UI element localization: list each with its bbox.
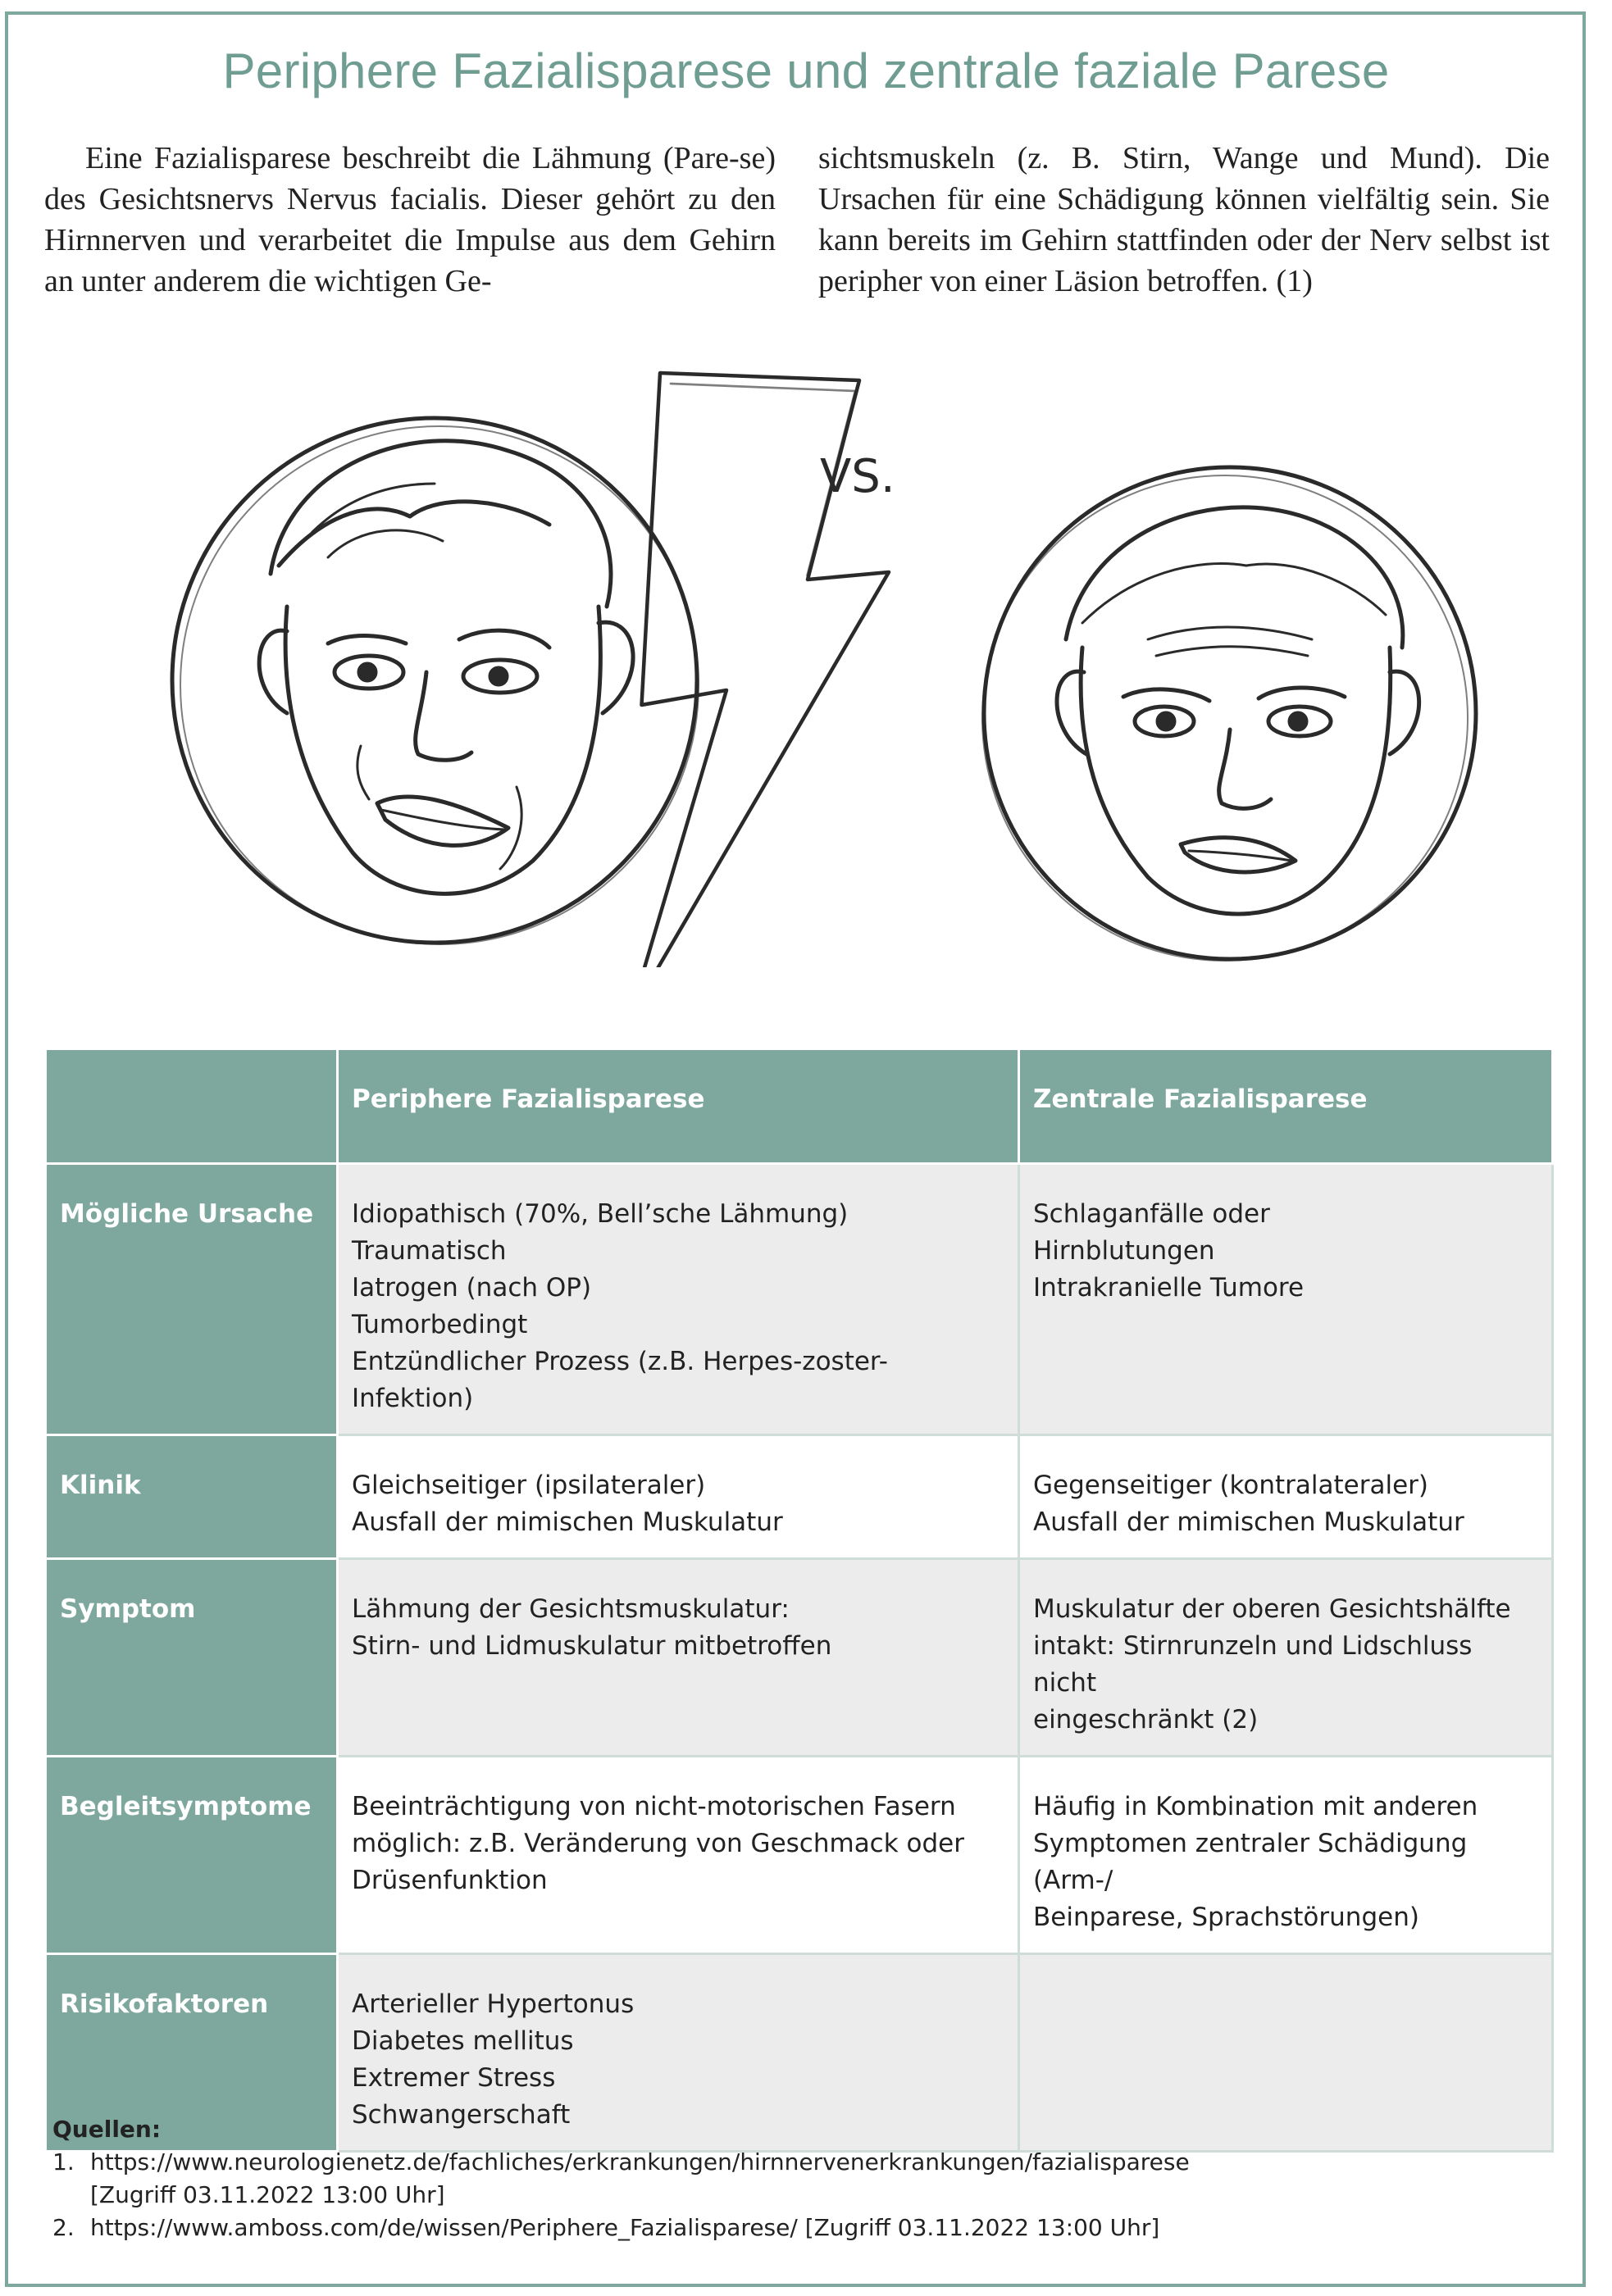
cell-line: Häufig in Kombination mit anderen [1033, 1792, 1478, 1821]
sources-section [52, 2113, 1545, 2244]
cell-central [1019, 1757, 1553, 1954]
cell-line: möglich: z.B. Veränderung von Geschmack oder [352, 1829, 964, 1858]
page-title: Periphere Fazialisparese und zentrale faziale Parese [222, 43, 1390, 98]
cell-line: Arterieller Hypertonus [352, 1989, 635, 2019]
cell-line: Extremer Stress [352, 2063, 556, 2093]
cell-line: Ausfall der mimischen Muskulatur [1033, 1507, 1464, 1537]
header-empty-cell [46, 1049, 338, 1164]
cell-central [1019, 1559, 1553, 1757]
source-item [52, 2146, 1545, 2212]
intro-text-left: Eine Fazialisparese beschreibt die Lähmung (Pare-se) des Gesichtsnervs Nervus facialis. Dieser gehört zu den Hirnnerven und verarbeitet die Impulse aus dem Gehirn an unter anderem die wichtigen Ge- [44, 141, 776, 298]
table-header-row [46, 1049, 1553, 1164]
cell-line: Hirnblutungen [1033, 1236, 1215, 1266]
source-line[interactable]: https://www.neurologienetz.de/fachliches/erkrankungen/hirnnervenerkrankungen/fazialisparese [90, 2148, 1190, 2176]
cell-line: Beeinträchtigung von nicht-motorischen Fasern [352, 1792, 956, 1821]
peripheral-face-drawing [172, 418, 699, 944]
cell-line: Stirn- und Lidmuskulatur mitbetroffen [352, 1631, 832, 1661]
row-label: Mögliche Ursache [46, 1164, 338, 1435]
cell-line: intakt: Stirnrunzeln und Lidschluss nicht [1033, 1631, 1473, 1698]
cell-line: eingeschränkt (2) [1033, 1705, 1259, 1735]
source-line[interactable]: https://www.amboss.com/de/wissen/Periphere_Fazialisparese/ [Zugriff 03.11.2022 13:00 Uhr] [90, 2214, 1160, 2241]
cell-line: Symptomen zentraler Schädigung (Arm-/ [1033, 1829, 1468, 1895]
cell-line: Beinparese, Sprachstörungen) [1033, 1903, 1419, 1932]
source-line: [Zugriff 03.11.2022 13:00 Uhr] [90, 2181, 445, 2208]
cell-line: Idiopathisch (70%, Bell’sche Lähmung) [352, 1199, 849, 1229]
source-number: 1. [52, 2148, 75, 2176]
table-row [46, 1435, 1553, 1559]
intro-text-right: sichtsmuskeln (z. B. Stirn, Wange und Mund). Die Ursachen für eine Schädigung können vielfältig sein. Sie kann bereits im Gehirn stattfinden oder der Nerv selbst ist peripher von einer Läsion betroffen. (1) [818, 141, 1550, 298]
cell-peripheral [338, 1757, 1019, 1954]
cell-line: Traumatisch [352, 1236, 507, 1266]
header-central: Zentrale Fazialisparese [1019, 1049, 1553, 1164]
sources-heading: Quellen: [52, 2116, 162, 2143]
comparison-table [44, 1048, 1554, 2153]
cell-line: Gegenseitiger (kontralateraler) [1033, 1471, 1428, 1500]
cell-central [1019, 1435, 1553, 1559]
cell-central [1019, 1164, 1553, 1435]
cell-peripheral [338, 1435, 1019, 1559]
cell-peripheral [338, 1164, 1019, 1435]
sources-list [52, 2146, 1545, 2244]
cell-line: Schlaganfälle oder [1033, 1199, 1270, 1229]
table-row [46, 1164, 1553, 1435]
face-comparison-illustration [164, 361, 1509, 967]
header-peripheral: Periphere Fazialisparese [338, 1049, 1019, 1164]
row-label: Risikofaktoren [46, 1954, 338, 2152]
cell-peripheral [338, 1559, 1019, 1757]
row-label: Klinik [46, 1435, 338, 1559]
row-label: Symptom [46, 1559, 338, 1757]
cell-line: Schwangerschaft [352, 2100, 571, 2130]
cell-line: Diabetes mellitus [352, 2026, 574, 2056]
cell-line: Intrakranielle Tumore [1033, 1273, 1305, 1303]
cell-line: Muskulatur der oberen Gesichtshälfte [1033, 1594, 1511, 1624]
cell-line: Drüsenfunktion [352, 1866, 548, 1895]
source-item [52, 2212, 1545, 2244]
cell-line: Iatrogen (nach OP) [352, 1273, 592, 1303]
table-row [46, 1757, 1553, 1954]
cell-line: Ausfall der mimischen Muskulatur [352, 1507, 783, 1537]
central-face-drawing [982, 467, 1476, 961]
versus-label: VS. [820, 450, 895, 503]
source-number: 2. [52, 2214, 75, 2241]
cell-line: Tumorbedingt [352, 1310, 528, 1339]
cell-line: Gleichseitiger (ipsilateraler) [352, 1471, 706, 1500]
cell-line: Entzündlicher Prozess (z.B. Herpes-zoster-Infektion) [352, 1347, 888, 1413]
table-row [46, 1559, 1553, 1757]
row-label: Begleitsymptome [46, 1757, 338, 1954]
cell-line: Lähmung der Gesichtsmuskulatur: [352, 1594, 790, 1624]
